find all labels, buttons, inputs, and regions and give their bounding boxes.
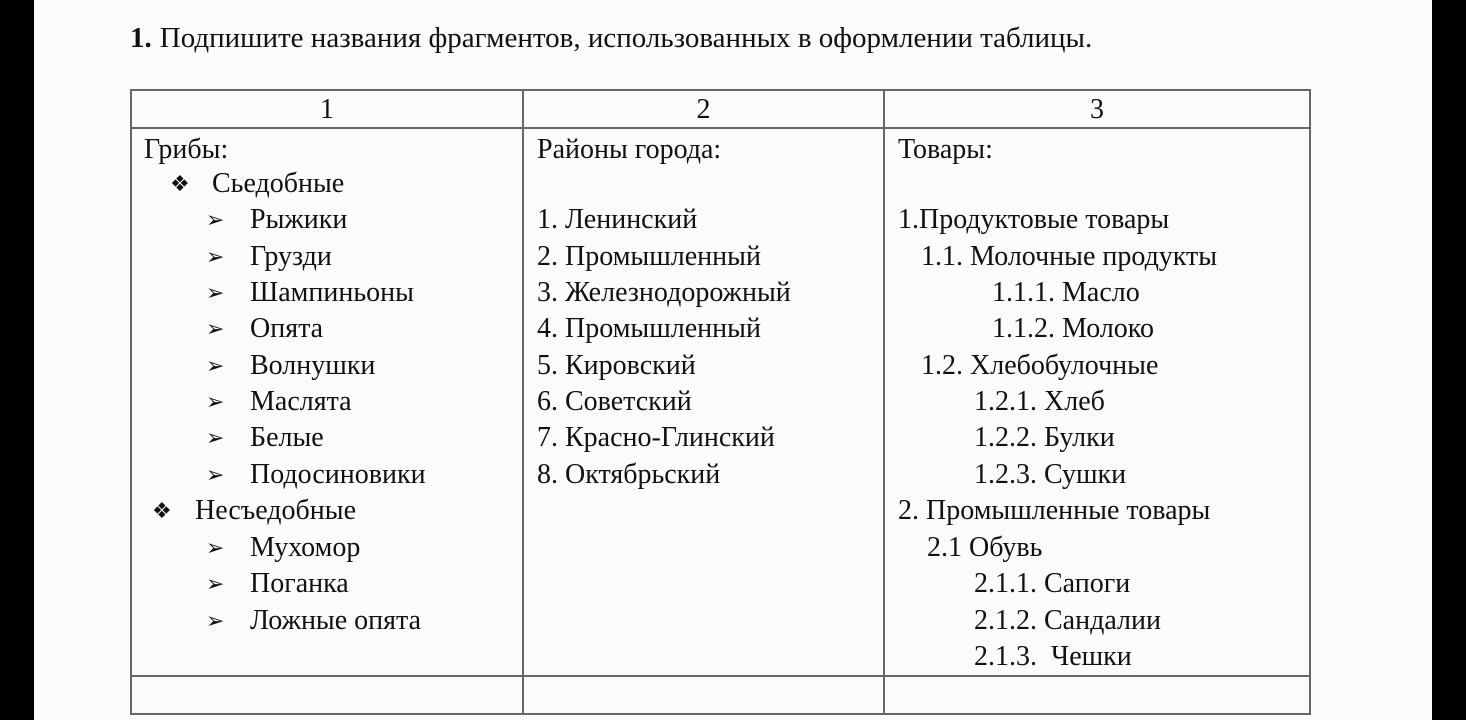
arrow-bullet-icon: ➢: [206, 207, 225, 232]
col2-title: Районы города:: [537, 134, 722, 165]
table-col-divider-1: [522, 89, 524, 715]
list-item: Ложные опята: [250, 605, 422, 636]
list-item: Маслята: [250, 386, 352, 417]
list-item: 2. Промышленный: [537, 241, 761, 272]
table-border-left: [130, 89, 132, 715]
list-item: 2.1.1. Сапоги: [974, 568, 1131, 599]
arrow-bullet-icon: ➢: [206, 535, 225, 560]
list-item: 1.1.2. Молоко: [992, 313, 1154, 344]
list-item: 2.1.3. Чешки: [974, 641, 1132, 672]
col1-title: Грибы:: [144, 134, 229, 165]
list-item: Белые: [250, 422, 324, 453]
list-item: Грузди: [250, 241, 332, 272]
list-item: 4. Промышленный: [537, 313, 761, 344]
list-item: Шампиньоны: [250, 277, 414, 308]
column-header-3: 3: [1090, 94, 1104, 125]
list-item: 5. Кировский: [537, 350, 696, 381]
list-item: 1.1. Молочные продукты: [921, 241, 1218, 272]
list-item: 1. Ленинский: [537, 204, 698, 235]
list-item: 1.2.3. Сушки: [974, 459, 1127, 490]
list-item: Поганка: [250, 568, 349, 599]
list-item: 1.2. Хлебобулочные: [921, 350, 1159, 381]
list-item: 6. Советский: [537, 386, 692, 417]
col1-edible-label: Сьедобные: [212, 168, 345, 199]
diamond-bullet-icon: ❖: [152, 498, 172, 523]
arrow-bullet-icon: ➢: [206, 353, 225, 378]
list-item: 1.2.2. Булки: [974, 422, 1115, 453]
list-item: Подосиновики: [250, 459, 426, 490]
diamond-bullet-icon: ❖: [170, 171, 190, 196]
arrow-bullet-icon: ➢: [206, 244, 225, 269]
task-text: Подпишите названия фрагментов, использованных в оформлении таблицы.: [159, 22, 1093, 54]
arrow-bullet-icon: ➢: [206, 425, 225, 450]
document-page: [34, 0, 1432, 720]
list-item: 2. Промышленные товары: [898, 495, 1211, 526]
list-item: Опята: [250, 313, 324, 344]
arrow-bullet-icon: ➢: [206, 462, 225, 487]
table-border-top: [130, 89, 1310, 91]
list-item: 8. Октябрьский: [537, 459, 721, 490]
list-item: 1.1.1. Масло: [992, 277, 1140, 308]
table-border-bottom: [130, 713, 1310, 715]
task-number: 1.: [130, 22, 152, 54]
answer-cell-1[interactable]: [132, 677, 522, 713]
arrow-bullet-icon: ➢: [206, 608, 225, 633]
arrow-bullet-icon: ➢: [206, 571, 225, 596]
arrow-bullet-icon: ➢: [206, 280, 225, 305]
arrow-bullet-icon: ➢: [206, 316, 225, 341]
list-item: 1.2.1. Хлеб: [974, 386, 1105, 417]
answer-cell-3[interactable]: [885, 677, 1309, 713]
list-item: 1.Продуктовые товары: [898, 204, 1170, 235]
list-item: Волнушки: [250, 350, 376, 381]
list-item: 3. Железнодорожный: [537, 277, 791, 308]
table-border-right: [1309, 89, 1311, 715]
col3-title: Товары:: [898, 134, 993, 165]
table-col-divider-2: [883, 89, 885, 715]
list-item: 7. Красно-Глинский: [537, 422, 775, 453]
answer-cell-2[interactable]: [524, 677, 883, 713]
list-item: 2.1 Обувь: [927, 532, 1043, 563]
column-header-2: 2: [696, 94, 711, 125]
list-item: Мухомор: [250, 532, 361, 563]
list-item: Рыжики: [250, 204, 348, 235]
column-header-1: 1: [320, 94, 334, 125]
task-heading: [130, 22, 1092, 55]
arrow-bullet-icon: ➢: [206, 389, 225, 414]
col1-inedible-label: Несъедобные: [195, 495, 357, 526]
list-item: 2.1.2. Сандалии: [974, 605, 1161, 636]
